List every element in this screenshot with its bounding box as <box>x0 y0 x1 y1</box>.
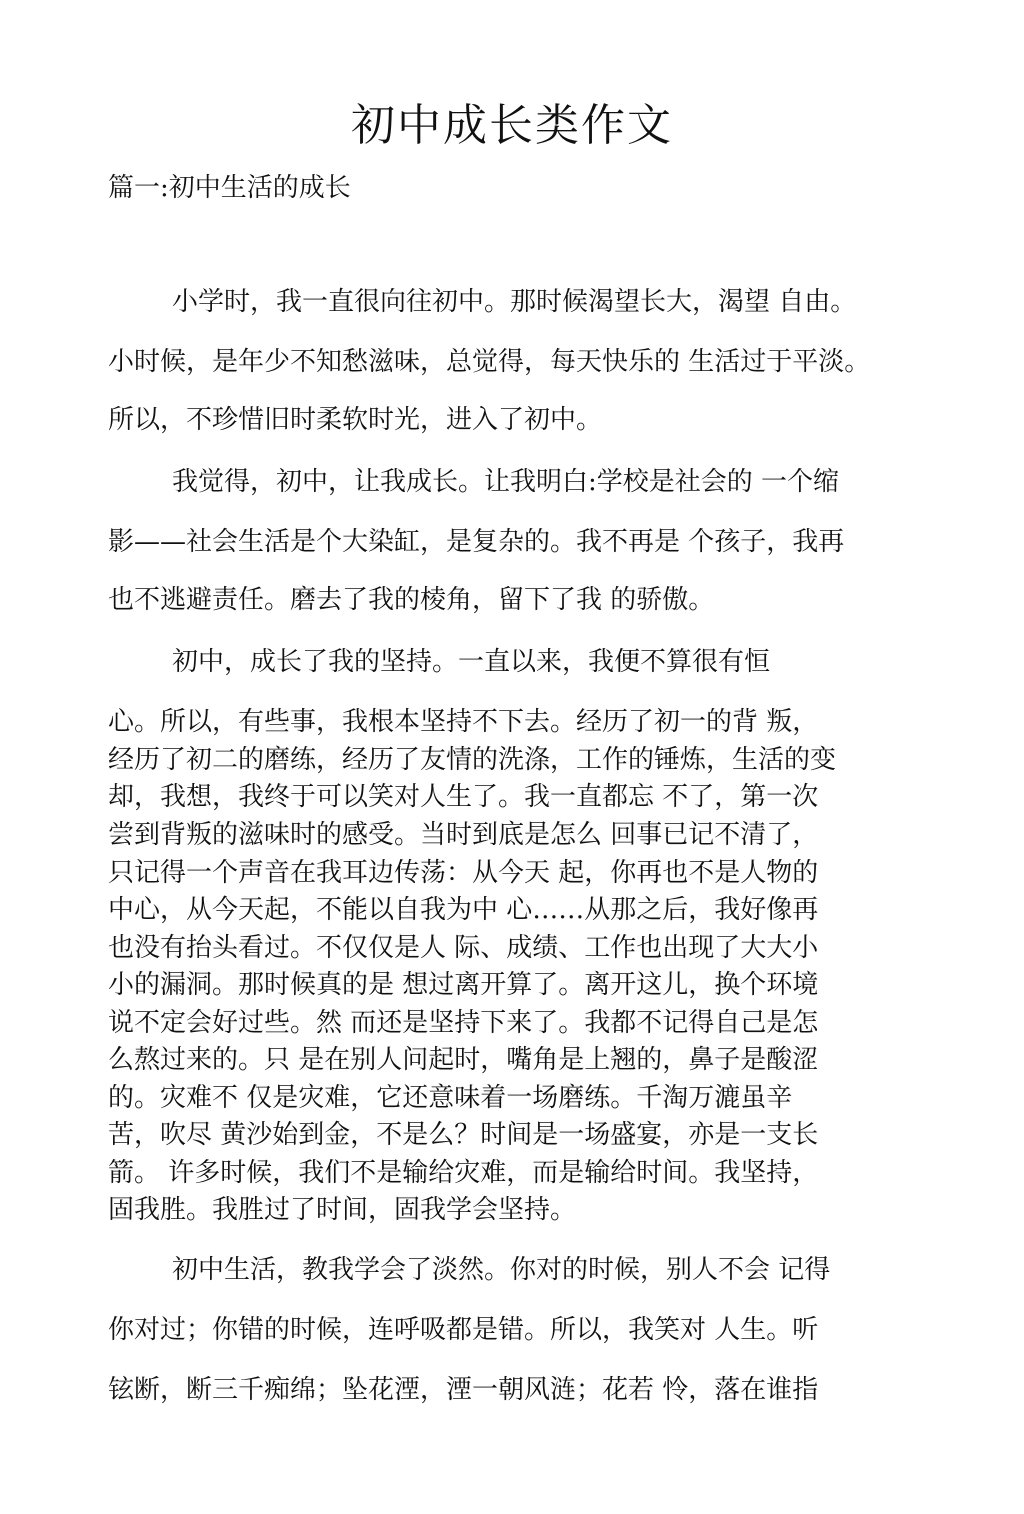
text-line: 影——社会生活是个大染缸，是复杂的。我不再是 个孩子，我再 <box>108 527 845 557</box>
text-line: 心。所以，有些事，我根本坚持不下去。经历了初一的背 叛， <box>108 707 819 737</box>
text-line: 小时候，是年少不知愁滋味，总觉得，每天快乐的 生活过于平淡。 <box>108 347 871 377</box>
text-line: 么熬过来的。只 是在别人问起时，嘴角是上翘的，鼻子是酸涩 <box>108 1045 819 1075</box>
text-line: 却，我想，我终于可以笑对人生了。我一直都忘 不了，第一次 <box>108 782 819 812</box>
text-line: 铉断，断三千痴绵；坠花湮，湮一朝风涟；花若 怜，落在谁指 <box>108 1375 819 1405</box>
text-line: 中心，从今天起，不能以自我为中 心……从那之后，我好像再 <box>108 895 819 925</box>
text-line: 固我胜。我胜过了时间，固我学会坚持。 <box>108 1195 577 1225</box>
text-line: 所以，不珍惜旧时柔软时光，进入了初中。 <box>108 405 603 435</box>
section-heading: 篇一:初中生活的成长 <box>108 173 351 203</box>
text-line: 苦，吹尽 黄沙始到金，不是么？时间是一场盛宴，亦是一支长 <box>108 1120 819 1150</box>
text-line: 的。灾难不 仅是灾难，它还意味着一场磨练。千淘万漉虽辛 <box>108 1083 793 1113</box>
text-line: 初中，成长了我的坚持。一直以来，我便不算很有恒 <box>172 647 771 677</box>
text-line: 箭。 许多时候，我们不是输给灾难，而是输给时间。我坚持， <box>108 1158 819 1188</box>
text-line: 小学时，我一直很向往初中。那时候渴望长大，渴望 自由。 <box>172 287 857 317</box>
text-line: 只记得一个声音在我耳边传荡：从今天 起，你再也不是人物的 <box>108 858 819 888</box>
document-title: 初中成长类作文 <box>351 100 673 151</box>
text-line: 也不逃避责任。磨去了我的棱角，留下了我 的骄傲。 <box>108 585 715 615</box>
text-line: 我觉得，初中，让我成长。让我明白:学校是社会的 一个缩 <box>172 467 840 497</box>
text-line: 你对过；你错的时候，连呼吸都是错。所以，我笑对 人生。听 <box>108 1315 819 1345</box>
text-line: 也没有抬头看过。不仅仅是人 际、成绩、工作也出现了大大小 <box>108 933 819 963</box>
text-line: 初中生活，教我学会了淡然。你对的时候，别人不会 记得 <box>172 1255 831 1285</box>
text-line: 尝到背叛的滋味时的感受。当时到底是怎么 回事已记不清了， <box>108 820 819 850</box>
text-line: 小的漏洞。那时候真的是 想过离开算了。离开这儿，换个环境 <box>108 970 819 1000</box>
text-line: 经历了初二的磨练，经历了友情的洗涤，工作的锤炼，生活的变 <box>108 745 837 775</box>
text-line: 说不定会好过些。然 而还是坚持下来了。我都不记得自己是怎 <box>108 1008 819 1038</box>
